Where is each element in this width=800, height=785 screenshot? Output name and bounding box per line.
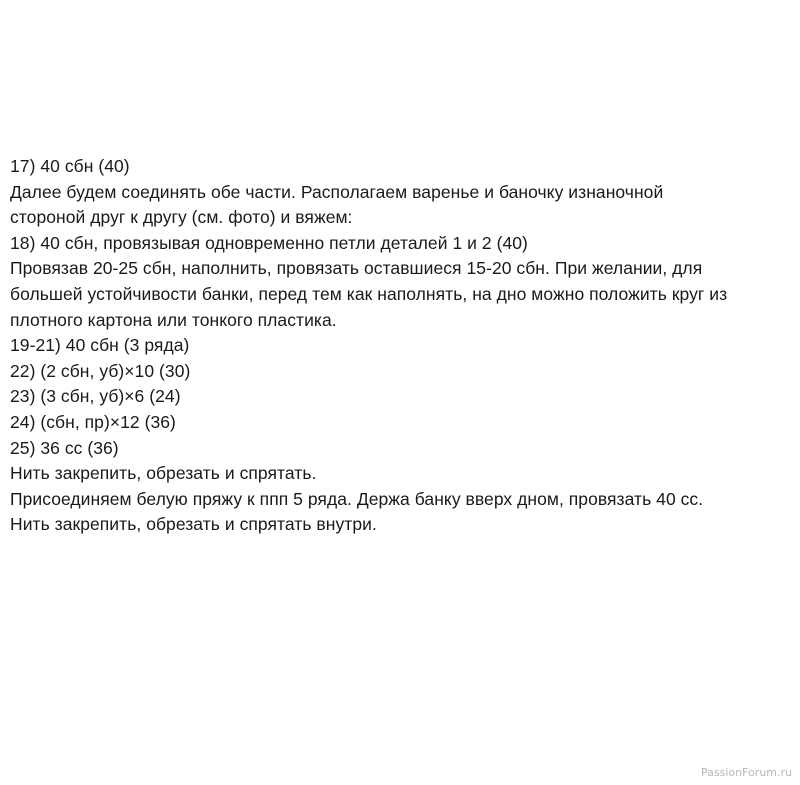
white-yarn-instruction: Присоединяем белую пряжу к ппп 5 ряда. Держа банку вверх дном, провязать 40 сс. [10, 488, 704, 509]
filling-instruction-line-1: Провязав 20-25 сбн, наполнить, провязать оставшиеся 15-20 сбн. При желании, для [10, 258, 703, 279]
row-17: 17) 40 сбн (40) [10, 156, 130, 176]
watermark: PassionForum.ru [701, 766, 792, 779]
filling-instruction-line-3: плотного картона или тонкого пластика. [10, 309, 337, 330]
row-23: 23) (3 сбн, уб)×6 (24) [10, 386, 181, 407]
filling-instruction-line-2: большей устойчивости банки, перед тем как наполнять, на дно можно положить круг из [10, 283, 728, 304]
final-fasten-instruction: Нить закрепить, обрезать и спрятать внутри. [10, 514, 377, 535]
fasten-instruction: Нить закрепить, обрезать и спрятать. [10, 463, 317, 484]
rows-19-21: 19-21) 40 сбн (3 ряда) [10, 335, 190, 356]
instructions-text [10, 154, 795, 538]
row-22: 22) (2 сбн, уб)×10 (30) [10, 360, 191, 381]
row-18: 18) 40 сбн, провязывая одновременно петли деталей 1 и 2 (40) [10, 232, 528, 253]
row-25: 25) 36 сс (36) [10, 437, 119, 458]
row-24: 24) (сбн, пр)×12 (36) [10, 411, 176, 432]
joining-instruction-line-1: Далее будем соединять обе части. Располагаем варенье и баночку изнаночной [10, 181, 664, 202]
joining-instruction-line-2: стороной друг к другу (см. фото) и вяжем: [10, 207, 353, 228]
